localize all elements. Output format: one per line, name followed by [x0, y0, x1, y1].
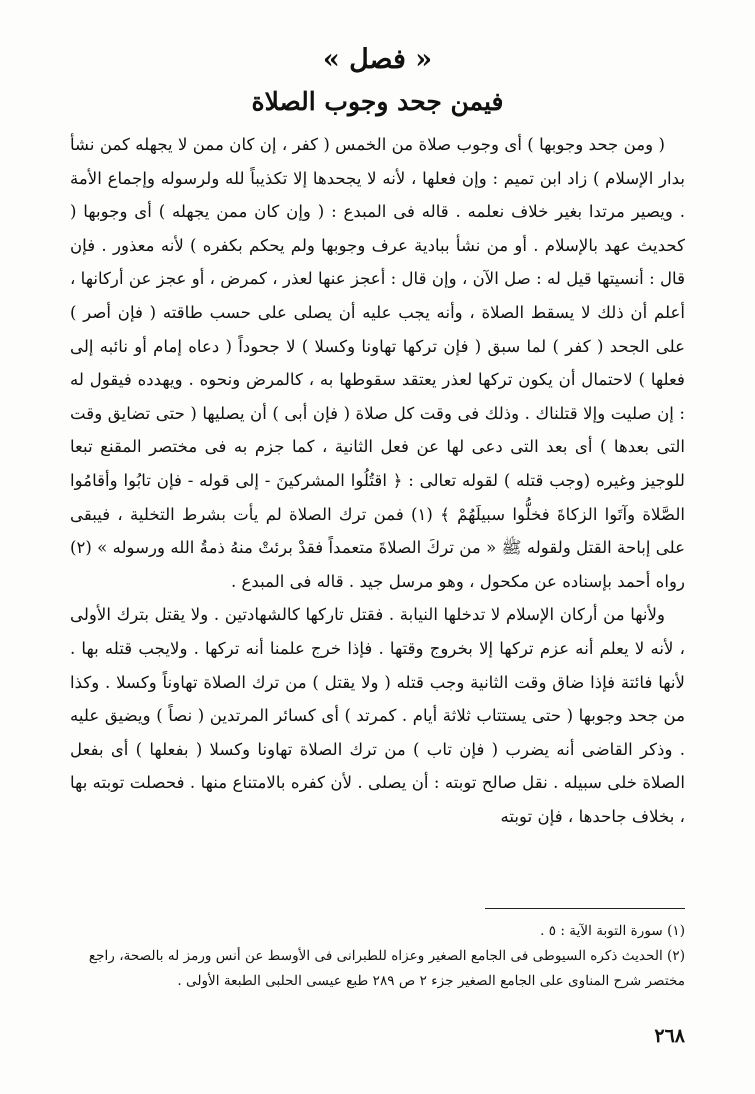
body-paragraph: ولأنها من أركان الإسلام لا تدخلها النيابة . فقتل تاركها كالشهادتين . ولا يقتل بترك الأولى ، لأنه لا يعلم أنه عزم تركها إلا بخروج وقتها . فإذا خرج علمنا أنه تركها . ولايجب قتله بها . لأنها فائتة فإذا ضاق وقت الثانية وجب قتله ( ولا يقتل ) من ترك الصلاة تهاوناً وكسلا . وكذا من جحد وجوبها ( حتى يستتاب ثلاثة أيام . كمرتد ) أى كسائر المرتدين ( نصاً ) ويضيق عليه . وذكر القاضى أنه يضرب ( فإن تاب ) من ترك الصلاة تهاونا وكسلا ( بفعلها ) أى بفعل الصلاة خلى سبيله . نقل صالح توبته : أن يصلى . لأن كفره بالامتناع منها . فحصلت توبته بها ، بخلاف جاحدها ، فإن توبته — [70, 605, 685, 826]
page-number: ٢٦٨ — [654, 1025, 685, 1047]
footnotes — [70, 908, 685, 994]
footnote-1: (١) سورة التوبة الآية : ٥ . — [540, 923, 685, 939]
body-text — [70, 128, 685, 833]
footnote-2: (٢) الحديث ذكره السيوطى فى الجامع الصغير وعزاه للطبرانى فى الأوسط عن أنس ورمز له بالصحة، راجع مختصر شرح المناوى على الجامع الصغير جزء ٢ ص ٢٨٩ طبع عيسى الحلبى الطبعة الأولى . — [88, 948, 685, 989]
body-paragraph: ( ومن جحد وجوبها ) أى وجوب صلاة من الخمس ( كفر ، إن كان ممن لا يجهله كمن نشأ بدار الإسلام ) زاد ابن تميم : وإن فعلها ، لأنه لا يجحدها إلا تكذيباً لله ولرسوله وإجماع الأمة . ويصير مرتدا بغير خلاف نعلمه . قاله فى المبدع : ( وإن كان ممن يجهله ) أى وجوبها ( كحديث عهد بالإسلام . أو من نشأ ببادية عرف وجوبها ولم يحكم بكفره ) لأنه معذور . فإن قال : أنسيتها قيل له : صل الآن ، وإن قال : أعجز عنها لعذر ، كمرض ، أو عجز عن أركانها ، أعلم أن ذلك لا يسقط الصلاة ، وأنه يجب عليه أن يصلى على حسب طاقته ( فإن أصر ) على الجحد ( كفر ) لما سبق ( فإن تركها تهاونا وكسلا ) لا جحوداً ( دعاه إمام أو نائبه إلى فعلها ) لاحتمال أن يكون تركها لعذر يعتقد سقوطها به ، كالمرض ونحوه . ويهدده فيقول له : إن صليت وإلا قتلناك . وذلك فى وقت كل صلاة ( فإن أبى ) أن يصليها ( حتى تضايق وقت التى بعدها ) أى بعد التى دعى لها عن فعل الثانية ، كما جزم به فى مختصر المقنع تبعا للوجيز وغيره (وجب قتله ) لقوله تعالى : ﴿ اقتُلُوا المشركينَ - إلى قوله - فإن تابُوا وأقامُوا الصَّلاة وآتَوا الزكاةَ فخلُّوا سبيلَهُمْ ﴾ (١) فمن ترك الصلاة لم يأت بشرط التخلية ، فيبقى على إباحة القتل ولقوله ﷺ « من تركَ الصلاةَ متعمداً فقدْ برئتْ منهُ ذمةُ الله ورسوله » (٢) رواه أحمد بإسناده عن مكحول ، وهو مرسل جيد . قاله فى المبدع . — [70, 135, 685, 591]
page-title: فيمن جحد وجوب الصلاة — [251, 87, 504, 116]
section-mark: « فصل » — [322, 44, 433, 75]
footnote-divider — [485, 908, 685, 909]
